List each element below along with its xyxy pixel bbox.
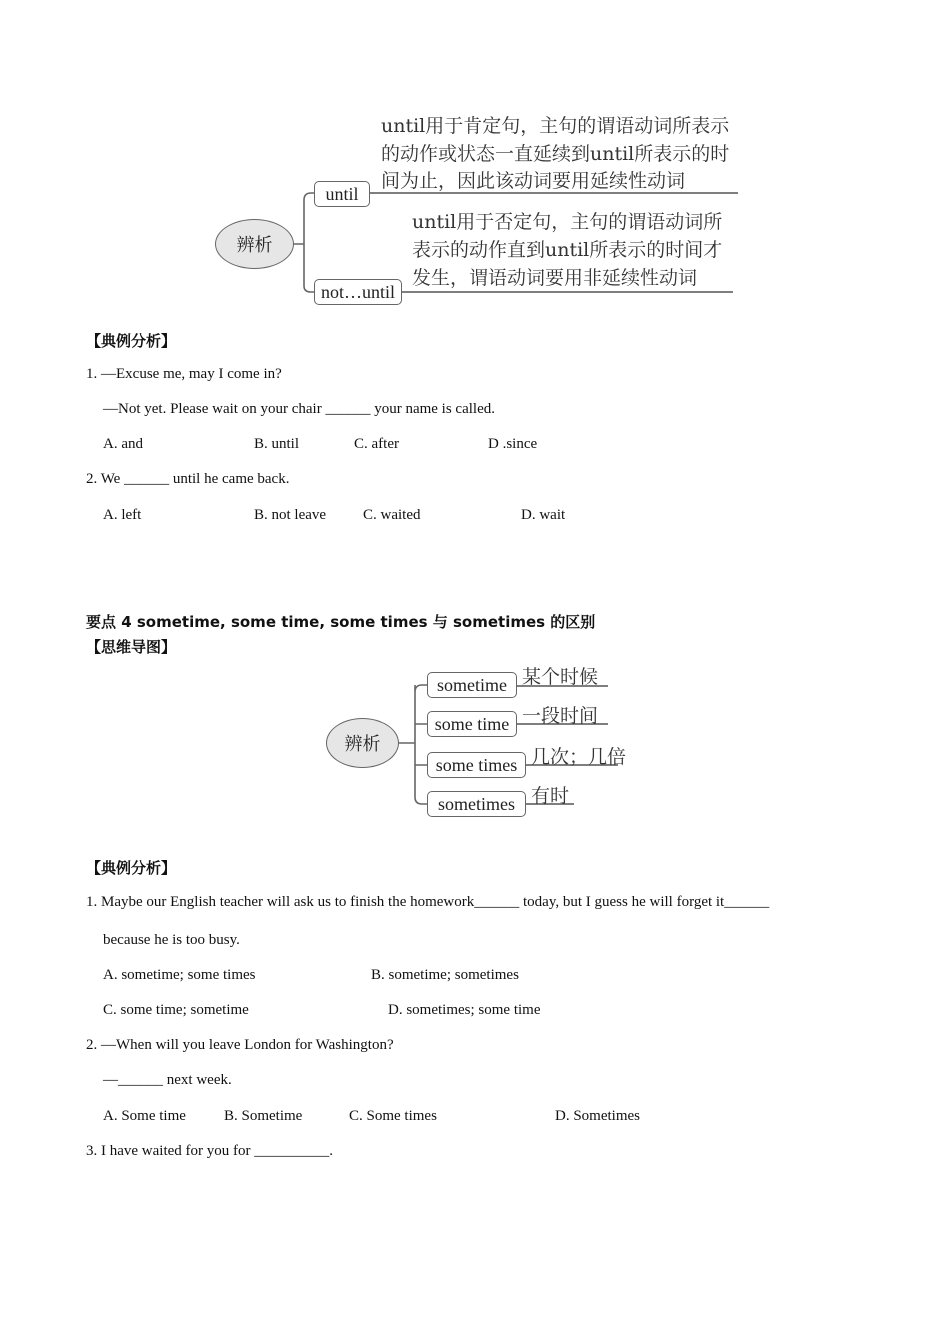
option-c: C. after — [354, 436, 399, 452]
meaning-label: 某个时候 — [522, 666, 599, 688]
question-3-stem: 3. I have waited for you for __________. — [86, 1143, 334, 1159]
question-1-stem-cont: because he is too busy. — [103, 932, 240, 948]
question-1-reply: —Not yet. Please wait on your chair ______ your name is called. — [103, 401, 495, 417]
question-1-stem: 1. —Excuse me, may I come in? — [86, 366, 282, 382]
not-until-desc-line: until用于否定句，主句的谓语动词所 — [412, 211, 723, 233]
term-node: sometime — [427, 672, 517, 698]
meaning-label: 几次；几倍 — [531, 746, 627, 768]
question-2-stem: 2. We ______ until he came back. — [86, 471, 290, 487]
point-title: 要点 4 sometime, some time, some times 与 sometimes 的区别 — [86, 613, 596, 631]
section-heading: 【典例分析】 — [86, 859, 177, 877]
option-d: D. wait — [521, 507, 566, 523]
until-desc-line: 的动作或状态一直延续到until所表示的时 — [381, 142, 730, 165]
question-2-stem: 2. —When will you leave London for Washington? — [86, 1037, 394, 1053]
question-2-reply: —______ next week. — [103, 1072, 232, 1088]
until-desc-line: 间为止，因此该动词要用延续性动词 — [381, 170, 686, 192]
until-node: until — [314, 181, 370, 207]
term-node: some time — [427, 711, 517, 737]
meaning-label: 一段时间 — [522, 705, 599, 727]
center-node: 辨析 — [326, 718, 399, 768]
option-c: C. Some times — [349, 1108, 437, 1124]
option-b: B. Sometime — [224, 1108, 303, 1124]
option-c: C. waited — [363, 507, 421, 523]
term-node: some times — [427, 752, 526, 778]
not-until-node: not…until — [314, 279, 402, 305]
option-d: D. Sometimes — [555, 1108, 640, 1124]
until-desc-line: until用于肯定句，主句的谓语动词所表示 — [381, 115, 730, 137]
option-a: A. Some time — [103, 1108, 186, 1124]
option-a: A. and — [103, 436, 143, 452]
option-c: C. some time; sometime — [103, 1002, 249, 1018]
mindmap-heading: 【思维导图】 — [86, 638, 177, 656]
option-a: A. left — [103, 507, 142, 523]
option-d: D .since — [488, 436, 538, 452]
option-b: B. not leave — [254, 507, 327, 523]
option-b: B. sometime; sometimes — [371, 967, 519, 983]
option-a: A. sometime; some times — [103, 967, 256, 983]
section-heading: 【典例分析】 — [86, 332, 177, 350]
not-until-desc-line: 发生，谓语动词要用非延续性动词 — [412, 267, 698, 289]
option-b: B. until — [254, 436, 300, 452]
term-node: sometimes — [427, 791, 526, 817]
not-until-desc-line: 表示的动作直到until所表示的时间才 — [412, 239, 723, 261]
meaning-label: 有时 — [531, 785, 570, 807]
center-node: 辨析 — [215, 219, 294, 269]
option-d: D. sometimes; some time — [388, 1002, 541, 1018]
question-1-stem: 1. Maybe our English teacher will ask us to finish the homework______ today, but I guess he will forget it______ — [86, 894, 770, 910]
